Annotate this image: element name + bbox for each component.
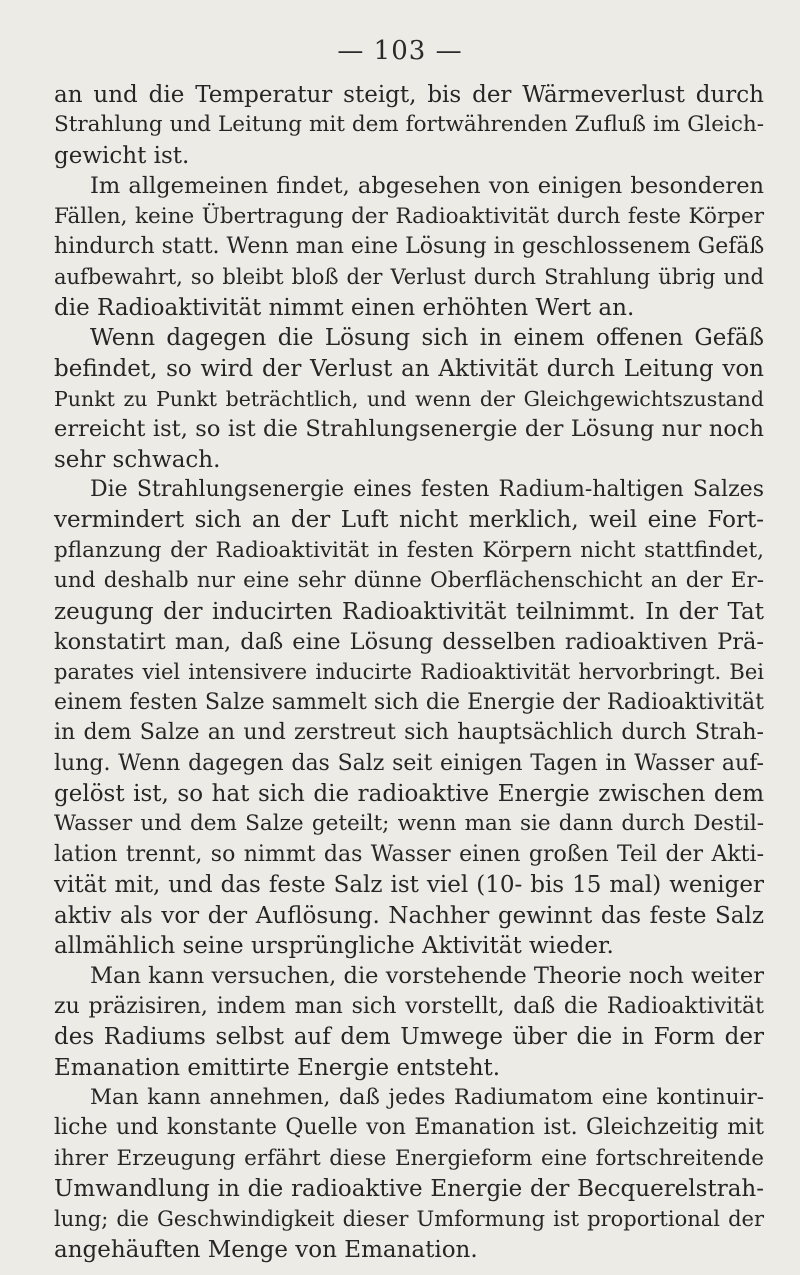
text-line: erreicht ist, so ist die Strahlungsenergie der Lösung nur noch [54, 416, 764, 443]
text-line: an und die Temperatur steigt, bis der Wärmeverlust durch [54, 82, 764, 108]
text-line: liche und konstante Quelle von Emanation ist. Gleichzeitig mit [54, 1115, 764, 1141]
body-text [54, 80, 764, 1265]
text-line: pflanzung der Radioaktivität in festen Körpern nicht stattfindet, [54, 537, 764, 563]
text-line: vermindert sich an der Luft nicht merklich, weil eine Fort- [54, 507, 764, 534]
text-line: angehäuften Menge von Emanation. [54, 1236, 478, 1263]
text-line: Die Strahlungsenergie eines festen Radium-haltigen Salzes [90, 477, 764, 503]
text-line: parates viel intensivere inducirte Radioaktivität hervorbringt. Bei [54, 660, 764, 685]
text-line: Im allgemeinen findet, abgesehen von einigen besonderen [90, 173, 764, 200]
text-line: in dem Salze an und zerstreut sich hauptsächlich durch Strah- [54, 720, 764, 746]
text-line: zu präzisiren, indem man sich vorstellt, daß die Radioaktivität [54, 993, 764, 1019]
text-line: Man kann versuchen, die vorstehende Theorie noch weiter [90, 963, 764, 990]
text-line: einem festen Salze sammelt sich die Energie der Radioaktivität [54, 689, 764, 715]
text-line: Wasser und dem Salze geteilt; wenn man sie dann durch Destil- [54, 811, 764, 837]
text-line: Emanation emittirte Energie entsteht. [54, 1054, 501, 1081]
text-line: des Radiums selbst auf dem Umwege über die in Form der [54, 1024, 764, 1051]
text-line: Fällen, keine Übertragung der Radioaktivität durch feste Körper [54, 203, 764, 229]
text-line: vität mit, und das feste Salz ist viel (10- bis 15 mal) weniger [54, 872, 764, 899]
text-line: zeugung der inducirten Radioaktivität teilnimmt. In der Tat [54, 598, 764, 625]
text-line: konstatirt man, daß eine Lösung desselben radioaktiven Prä- [54, 629, 764, 656]
text-line: ihrer Erzeugung erfährt diese Energieform eine fortschreitende [54, 1145, 764, 1171]
page-number: — 103 — [337, 36, 463, 66]
text-line: und deshalb nur eine sehr dünne Oberflächenschicht an der Er- [54, 568, 764, 594]
text-line: aufbewahrt, so bleibt bloß der Verlust durch Strahlung übrig und [54, 265, 764, 290]
text-line: Strahlung und Leitung mit dem fortwährenden Zufluß im Gleich- [54, 112, 764, 138]
text-line: Umwandlung in die radioaktive Energie der Becquerelstrah- [54, 1176, 764, 1203]
text-line: sehr schwach. [54, 446, 221, 473]
text-line: Wenn dagegen die Lösung sich in einem offenen Gefäß [90, 325, 764, 352]
text-line: lation trennt, so nimmt das Wasser einen großen Teil der Akti- [54, 841, 764, 867]
text-line: allmählich seine ursprüngliche Aktivität wieder. [54, 932, 614, 959]
text-line: gewicht ist. [54, 142, 190, 169]
text-line: Punkt zu Punkt beträchtlich, und wenn der Gleichgewichtszustand [54, 386, 764, 411]
text-line: die Radioaktivität nimmt einen erhöhten Wert an. [54, 294, 635, 321]
text-line: lung; die Geschwindigkeit dieser Umformung ist proportional der [54, 1207, 764, 1232]
text-line: Man kann annehmen, daß jedes Radiumatom eine kontinuir- [90, 1084, 764, 1110]
text-line: hindurch statt. Wenn man eine Lösung in geschlossenem Gefäß [54, 233, 765, 259]
text-line: aktiv als vor der Auflösung. Nachher gewinnt das feste Salz [54, 902, 764, 929]
text-line: befindet, so wird der Verlust an Aktivität durch Leitung von [54, 355, 764, 382]
text-line: gelöst ist, so hat sich die radioaktive Energie zwischen dem [54, 780, 764, 807]
text-line: lung. Wenn dagegen das Salz seit einigen Tagen in Wasser auf- [54, 750, 764, 776]
